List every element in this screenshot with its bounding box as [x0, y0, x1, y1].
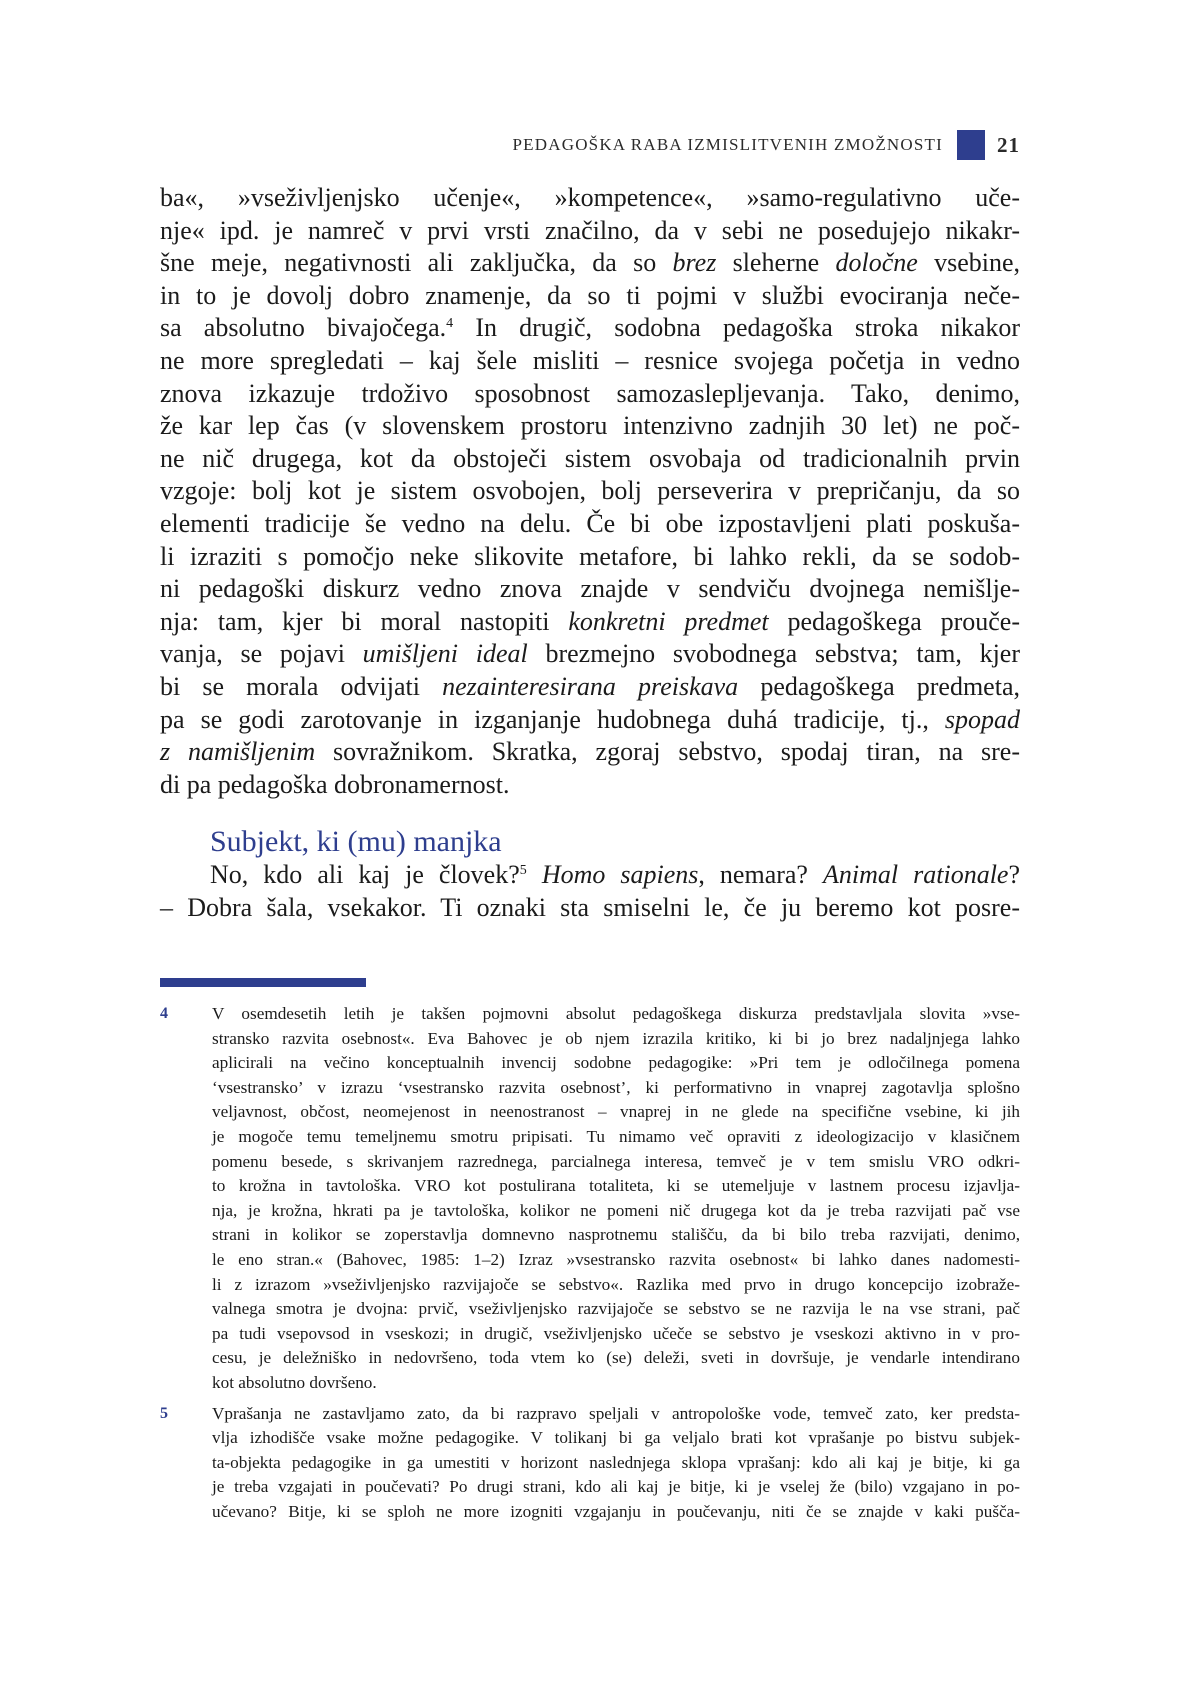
emphasis: umišljeni ideal — [362, 639, 528, 669]
main-text — [160, 182, 1020, 924]
footnote-line: nja, je krožna, hkrati pa je tavtološka, kolikor ne pomeni nič drugega kot da je treba razvijati pač vse — [212, 1200, 1020, 1220]
text-line: ba«, »vseživljenjsko učenje«, »kompetence«, »samo-regulativno uče- — [160, 183, 1020, 212]
text-line: No, kdo ali kaj je človek?$^5$ Homo sapiens, nemara? Animal rationale? — [210, 860, 1021, 890]
footnote-line: cesu, je deležniško in nedovršeno, toda vtem ko (se) deleži, sveti in dovršuje, je vendarle intendirano — [212, 1348, 1020, 1368]
footnote-line: Vprašanja ne zastavljamo zato, da bi razpravo speljali v antropološke vode, temveč zato, ker predsta- — [212, 1403, 1020, 1423]
text-line: sa absolutno bivajočega.$^4$ In drugič, sodobna pedagoška stroka nikakor — [160, 313, 1020, 343]
footnote-line: vlja izhodišče vsake možne pedagogike. V tolikanj bi ga veljalo brati kot vprašanje po bistvu subjek- — [212, 1428, 1020, 1448]
footnote-line: je treba vzgajati in poučevati? Po drugi strani, kdo ali kaj je bitje, ki je vselej že (bilo) vzgajano in po- — [212, 1477, 1020, 1497]
emphasis: določne — [835, 248, 918, 278]
footnote-line: pomenu besede, s skrivanjem razrednega, parcialnega interesa, temveč je v tem smislu VRO odkri- — [212, 1151, 1020, 1171]
section-heading: Subjekt, ki (mu) manjka — [210, 825, 502, 859]
text-line: – Dobra šala, vsekakor. Ti oznaki sta smiselni le, če ju beremo kot posre- — [160, 892, 1020, 922]
footnote-line: V osemdesetih letih je takšen pojmovni absolut pedagoškega diskurza predstavljala slovita »vse- — [212, 1004, 1020, 1023]
text-line: bi se morala odvijati nezainteresirana preiskava pedagoškega predmeta, — [160, 671, 1020, 701]
text-line: li izraziti s pomočjo neke slikovite metafore, bi lahko rekli, da se sodob- — [160, 541, 1020, 571]
footnote-ref: 4 — [446, 316, 454, 332]
text-line: šne meje, negativnosti ali zaključka, da so brez sleherne določne vsebine, — [160, 248, 1021, 278]
footnote-line: učevano? Bitje, ki se sploh ne more izogniti vzgajanju in poučevanju, niti če se znajde v kaki pušča- — [212, 1501, 1020, 1521]
footnote-line: stransko razvita osebnost«. Eva Bahovec je ob njem izrazila kritiko, ki bi jo brez nadaljnjega lahko — [212, 1028, 1020, 1048]
emphasis: konkretni predmet — [568, 606, 769, 636]
text-line: ne more spregledati – kaj šele misliti – resnice svojega početja in vedno — [160, 345, 1020, 375]
header-accent-block — [957, 130, 985, 160]
paragraph-continuation — [160, 182, 1020, 801]
text-line: z namišljenim sovražnikom. Skratka, zgoraj sebstvo, spodaj tiran, na sre- — [160, 737, 1020, 767]
footnote-line: strani in kolikor se zoperstavlja domnevno nasprotnemu stališču, da bi bilo treba razvijati, denimo, — [212, 1225, 1020, 1245]
footnote-line: to krožna in tavtološka. VRO kot postulirana totaliteta, ki se utemeljuje v lastnem procesu izjavlja- — [212, 1176, 1020, 1196]
footnote-5 — [160, 1402, 1020, 1525]
text-line: znova izkazuje trdoživo sposobnost samozaslepljevanja. Tako, denimo, — [160, 378, 1020, 408]
footnote-line: le eno stran.« (Bahovec, 1985: 1–2) Izraz »vsestransko razvita osebnost« bi lahko danes nadomesti- — [212, 1249, 1020, 1269]
running-header — [160, 128, 1020, 162]
text-line: di pa pedagoška dobronamernost. — [160, 769, 510, 799]
emphasis: Animal rationale — [823, 860, 1009, 890]
text-line: nja: tam, kjer bi moral nastopiti konkretni predmet pedagoškega prouče- — [160, 606, 1020, 636]
footnote-line: kot absolutno dovršeno. — [212, 1372, 377, 1392]
text-line: ne nič drugega, kot da obstoječi sistem osvobaja od tradicionalnih prvin — [160, 443, 1020, 473]
text-line: ni pedagoški diskurz vedno znova znajde v sendviču dvojnega nemišlje- — [160, 574, 1020, 604]
text-line: pa se godi zarotovanje in izganjanje hudobnega duhá tradicije, tj., spopad — [160, 704, 1020, 734]
text-line: nje« ipd. je namreč v prvi vrsti značilno, da v sebi ne posedujejo nikakr- — [160, 215, 1020, 245]
footnote-separator — [160, 978, 366, 987]
page-number: 21 — [997, 132, 1020, 157]
text-line: že kar lep čas (v slovenskem prostoru intenzivno zadnjih 30 let) ne poč- — [160, 411, 1020, 441]
footnote-number: 5 — [160, 1404, 168, 1422]
text-line: elementi tradicije še vedno na delu. Če bi obe izpostavljeni plati poskuša- — [160, 508, 1020, 538]
text-line: vanja, se pojavi umišljeni ideal brezmejno svobodnega sebstva; tam, kjer — [160, 639, 1020, 669]
footnote-line: ‘vsestransko’ v izrazu ‘vsestransko razvita osebnost’, ki performativno in vnaprej zagotavlja splošno — [212, 1077, 1020, 1097]
footnote-line: li z izrazom »vseživljenjsko razvijajoče se sebstvo«. Razlika med prvo in drugo koncepcijo izobraže- — [212, 1274, 1020, 1294]
running-title: PEDAGOŠKA RABA IZMISLITVENIH ZMOŽNOSTI — [512, 135, 943, 154]
text-line: vzgoje: bolj kot je sistem osvobojen, bolj perseverira v prepričanju, da so — [160, 476, 1020, 506]
paragraph-section-start — [160, 859, 1020, 924]
text-line: in to je dovolj dobro znamenje, da so ti pojmi v službi evociranja neče- — [160, 280, 1020, 310]
footnotes — [160, 1002, 1020, 1530]
emphasis: spopad — [944, 704, 1020, 734]
footnote-line: valnega smotra je dvojna: prvič, vseživljenjsko razvijajoče se sebstvo se ne razvija le na vse strani, pač — [212, 1299, 1020, 1319]
footnote-line: pa tudi vsepovsod in vseskozi; in drugič, vseživljenjsko učeče se sebstvo je vseskozi aktivno in v pro- — [212, 1323, 1020, 1343]
footnote-line: veljavnost, občost, neomejenost in neenostranost – vnaprej in ne glede na specifične vsebine, ki jih — [212, 1102, 1020, 1122]
footnote-ref: 5 — [519, 863, 527, 879]
emphasis: z namišljenim — [160, 737, 316, 767]
footnote-4 — [160, 1002, 1020, 1396]
emphasis: Homo sapiens — [541, 860, 699, 890]
emphasis: nezainteresirana preiskava — [442, 671, 739, 701]
footnote-line: ta-objekta pedagogike in ga umestiti v horizont naslednjega sklopa vprašanj: kdo ali kaj je bitje, ki ga — [212, 1452, 1020, 1472]
footnote-line: aplicirali na večino konceptualnih invencij sodobne pedagogike: »Pri tem je odločilnega pomena — [212, 1053, 1020, 1073]
footnote-number: 4 — [160, 1005, 168, 1022]
footnote-line: je mogoče temu temeljnemu smotru pripisati. Tu nimamo več opraviti z ideologizacijo v klasičnem — [212, 1126, 1020, 1146]
emphasis: brez — [672, 248, 717, 278]
